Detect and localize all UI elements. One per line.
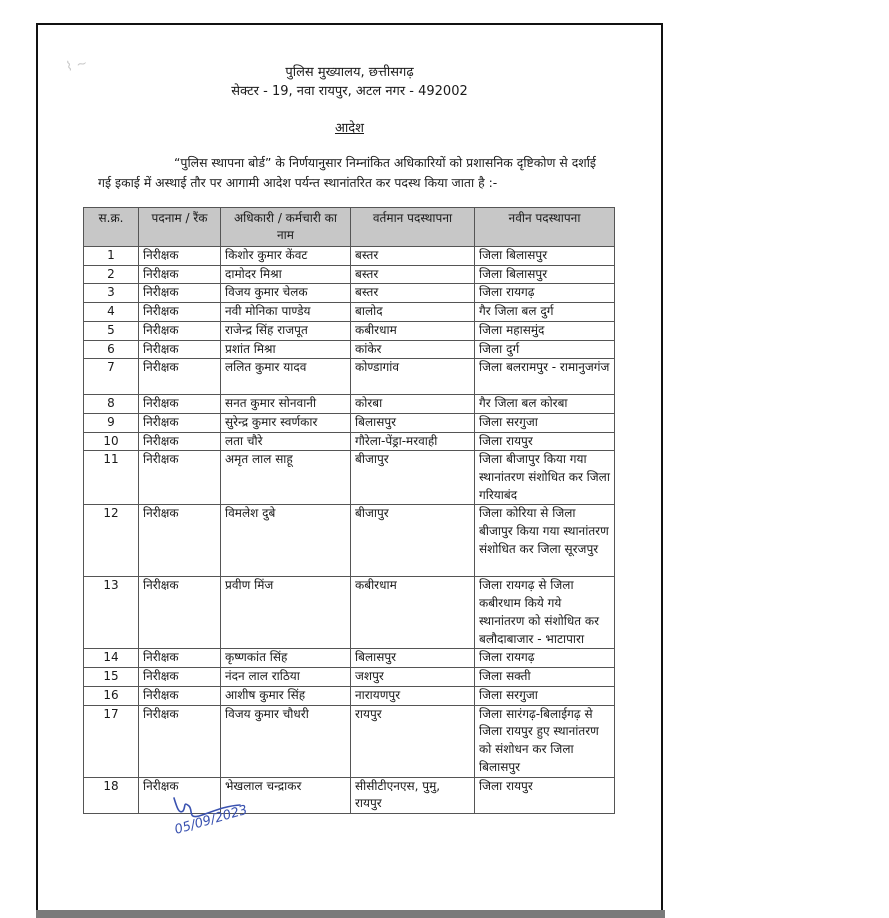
cell-current-posting: सीसीटीएनएस, पुमु, रायपुर <box>351 777 475 813</box>
cell-rank: निरीक्षक <box>139 247 221 266</box>
cell-new-posting: गैर जिला बल दुर्ग <box>475 303 615 322</box>
cell-new-posting: जिला कोरिया से जिला बीजापुर किया गया स्थानांतरण संशोधित कर जिला सूरजपुर <box>475 505 615 577</box>
cell-serial: 7 <box>84 359 139 395</box>
cell-serial: 2 <box>84 265 139 284</box>
cell-rank: निरीक्षक <box>139 303 221 322</box>
table-row <box>84 359 615 395</box>
cell-name: आशीष कुमार सिंह <box>221 686 351 705</box>
cell-current-posting: बस्तर <box>351 265 475 284</box>
cell-serial: 11 <box>84 451 139 505</box>
cell-current-posting: नारायणपुर <box>351 686 475 705</box>
table-row <box>84 777 615 813</box>
cell-new-posting: जिला रायपुर <box>475 432 615 451</box>
table-row <box>84 321 615 340</box>
table-row <box>84 668 615 687</box>
table-row <box>84 340 615 359</box>
table-row <box>84 577 615 649</box>
cell-rank: निरीक्षक <box>139 668 221 687</box>
cell-current-posting: कांकेर <box>351 340 475 359</box>
cell-current-posting: बीजापुर <box>351 451 475 505</box>
cell-name: दामोदर मिश्रा <box>221 265 351 284</box>
signature-date: 05/09/2023 <box>172 802 250 838</box>
cell-current-posting: बिलासपुर <box>351 649 475 668</box>
viewer-bottom-bar <box>36 910 665 918</box>
cell-name: नवी मोनिका पाण्डेय <box>221 303 351 322</box>
cell-new-posting: जिला रायपुर <box>475 777 615 813</box>
cell-rank: निरीक्षक <box>139 705 221 777</box>
cell-new-posting: जिला बिलासपुर <box>475 247 615 266</box>
cell-rank: निरीक्षक <box>139 395 221 414</box>
cell-new-posting: जिला सारंगढ़-बिलाईगढ़ से जिला रायपुर हुए स्थानांतरण को संशोधन कर जिला बिलासपुर <box>475 705 615 777</box>
cell-current-posting: बिलासपुर <box>351 413 475 432</box>
cell-serial: 8 <box>84 395 139 414</box>
cell-new-posting: जिला बीजापुर किया गया स्थानांतरण संशोधित कर जिला गरियाबंद <box>475 451 615 505</box>
cell-serial: 5 <box>84 321 139 340</box>
handwritten-signature <box>168 792 258 840</box>
table-row <box>84 705 615 777</box>
table-row <box>84 432 615 451</box>
table-row <box>84 303 615 322</box>
cell-current-posting: बीजापुर <box>351 505 475 577</box>
table-row <box>84 649 615 668</box>
table-row <box>84 686 615 705</box>
cell-rank: निरीक्षक <box>139 265 221 284</box>
col-header-new-posting: नवीन पदस्थापना <box>475 208 615 247</box>
cell-serial: 1 <box>84 247 139 266</box>
cell-serial: 6 <box>84 340 139 359</box>
office-address: सेक्टर - 19, नवा रायपुर, अटल नगर - 492002 <box>231 84 468 99</box>
cell-new-posting: जिला सक्ती <box>475 668 615 687</box>
cell-current-posting: कबीरधाम <box>351 321 475 340</box>
table-row <box>84 247 615 266</box>
cell-current-posting: बस्तर <box>351 247 475 266</box>
table-row <box>84 265 615 284</box>
cell-name: विमलेश दुबे <box>221 505 351 577</box>
cell-serial: 3 <box>84 284 139 303</box>
cell-current-posting: कोण्डागांव <box>351 359 475 395</box>
cell-current-posting: कोरबा <box>351 395 475 414</box>
cell-name: प्रवीण मिंज <box>221 577 351 649</box>
cell-new-posting: जिला बिलासपुर <box>475 265 615 284</box>
scan-mark: ⌇ ~ <box>64 55 89 76</box>
cell-new-posting: जिला रायगढ़ से जिला कबीरधाम किये गये स्थानांतरण को संशोधित कर बलौदाबाजार - भाटापारा <box>475 577 615 649</box>
cell-serial: 10 <box>84 432 139 451</box>
cell-name: लता चौरे <box>221 432 351 451</box>
table-row <box>84 451 615 505</box>
cell-rank: निरीक्षक <box>139 649 221 668</box>
col-header-serial: स.क्र. <box>84 208 139 247</box>
cell-name: प्रशांत मिश्रा <box>221 340 351 359</box>
cell-rank: निरीक्षक <box>139 359 221 395</box>
cell-rank: निरीक्षक <box>139 777 221 813</box>
cell-new-posting: जिला सरगुजा <box>475 413 615 432</box>
cell-rank: निरीक्षक <box>139 577 221 649</box>
cell-serial: 15 <box>84 668 139 687</box>
cell-name: नंदन लाल राठिया <box>221 668 351 687</box>
cell-new-posting: जिला दुर्ग <box>475 340 615 359</box>
cell-rank: निरीक्षक <box>139 432 221 451</box>
table-row <box>84 413 615 432</box>
cell-new-posting: गैर जिला बल कोरबा <box>475 395 615 414</box>
cell-serial: 18 <box>84 777 139 813</box>
cell-current-posting: बस्तर <box>351 284 475 303</box>
cell-rank: निरीक्षक <box>139 451 221 505</box>
cell-rank: निरीक्षक <box>139 340 221 359</box>
cell-serial: 17 <box>84 705 139 777</box>
cell-rank: निरीक्षक <box>139 413 221 432</box>
cell-serial: 9 <box>84 413 139 432</box>
cell-new-posting: जिला सरगुजा <box>475 686 615 705</box>
order-title: आदेश <box>334 121 365 136</box>
cell-new-posting: जिला बलरामपुर - रामानुजगंज <box>475 359 615 395</box>
col-header-rank: पदनाम / रैंक <box>139 208 221 247</box>
cell-current-posting: रायपुर <box>351 705 475 777</box>
cell-serial: 14 <box>84 649 139 668</box>
cell-current-posting: बालोद <box>351 303 475 322</box>
col-header-name: अधिकारी / कर्मचारी का नाम <box>221 208 351 247</box>
cell-rank: निरीक्षक <box>139 321 221 340</box>
table-row <box>84 284 615 303</box>
cell-name: कृष्णकांत सिंह <box>221 649 351 668</box>
cell-name: किशोर कुमार केंवट <box>221 247 351 266</box>
cell-rank: निरीक्षक <box>139 505 221 577</box>
table-header-row <box>84 208 615 247</box>
cell-new-posting: जिला महासमुंद <box>475 321 615 340</box>
cell-rank: निरीक्षक <box>139 686 221 705</box>
office-name: पुलिस मुख्यालय, छत्तीसगढ़ <box>285 65 414 80</box>
cell-current-posting: जशपुर <box>351 668 475 687</box>
cell-serial: 13 <box>84 577 139 649</box>
cell-serial: 16 <box>84 686 139 705</box>
cell-name: सुरेन्द्र कुमार स्वर्णकार <box>221 413 351 432</box>
table-row <box>84 395 615 414</box>
cell-name: सनत कुमार सोनवानी <box>221 395 351 414</box>
cell-rank: निरीक्षक <box>139 284 221 303</box>
col-header-current-posting: वर्तमान पदस्थापना <box>351 208 475 247</box>
order-intro <box>98 153 598 193</box>
cell-name: राजेन्द्र सिंह राजपूत <box>221 321 351 340</box>
table-row <box>84 505 615 577</box>
cell-new-posting: जिला रायगढ़ <box>475 649 615 668</box>
cell-serial: 12 <box>84 505 139 577</box>
cell-name: विजय कुमार चौधरी <box>221 705 351 777</box>
table-body <box>84 247 615 814</box>
cell-current-posting: कबीरधाम <box>351 577 475 649</box>
order-intro-text: “पुलिस स्थापना बोर्ड” के निर्णयानुसार निम्नांकित अधिकारियों को प्रशासनिक दृष्टिकोण से दर्शाई गई इकाई में अस्थाई तौर पर आगामी आदेश पर्यन्त स्थानांतरित कर पदस्थ किया जाता है :- <box>98 155 597 190</box>
cell-serial: 4 <box>84 303 139 322</box>
cell-name: अमृत लाल साहू <box>221 451 351 505</box>
cell-name: विजय कुमार चेलक <box>221 284 351 303</box>
cell-name: भेखलाल चन्द्राकर <box>221 777 351 813</box>
cell-new-posting: जिला रायगढ़ <box>475 284 615 303</box>
cell-current-posting: गौरेला-पेंड्रा-मरवाही <box>351 432 475 451</box>
cell-name: ललित कुमार यादव <box>221 359 351 395</box>
transfer-table <box>83 207 615 814</box>
